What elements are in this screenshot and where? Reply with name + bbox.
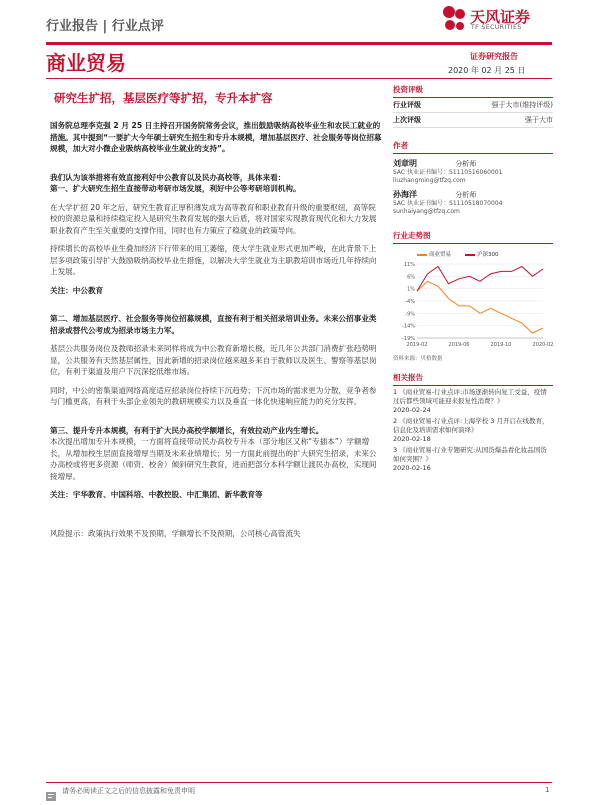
related-date: 2020-02-18	[393, 435, 431, 443]
legend-swatch	[465, 254, 475, 256]
view-paragraph	[50, 172, 382, 195]
chart-svg	[393, 258, 553, 350]
y-tick-label: -9%	[405, 311, 415, 318]
related-title[interactable]: 3 《商业贸易-行业专题研究:从国货爆品看化妆品国货如何突围？》	[393, 446, 547, 463]
legend-item	[465, 250, 499, 258]
logo-cn: 天风证券	[470, 8, 531, 26]
paragraph-1: 在大学扩招 20 年之后，研究生教育正厚积薄发成为高等教育和职业教育升级的重要枢纽，高等院校的资源总量和持续稳定投入是研究生教育发展的强大后盾，将对国家实现教育现代化和大力发展职业教育产生至关重要的支撑作用，同时也有力策应了稳就业的政策导向。	[50, 202, 377, 235]
risk-text: 风险提示：政策执行效果不及预期，学额增长不及预期，公司核心高管流失	[50, 528, 301, 538]
view-2: 第一、扩大研究生招生直接带动考研市场发展，利好中公等考研培训机构。	[50, 184, 301, 193]
related-title[interactable]: 1 《商业贸易-行业点评:市场逐渐转向复工受益，疫情过后都些领域可能迎来报复性消费？》	[393, 388, 547, 405]
analyst-block	[393, 158, 553, 185]
related-date: 2020-02-16	[393, 464, 431, 472]
rating-label: 行业评级	[393, 101, 421, 109]
x-tick-label: 2019-10	[490, 342, 512, 348]
top-rule	[46, 42, 552, 45]
y-tick-label: 1%	[407, 286, 415, 293]
paragraph-4: 同时，中公的密集渠道网络高度适应招录岗位持续下沉趋势；下沉市场的需求更为分散，竞争者参与门槛更高，有利于头部企业领先的教研规模实力以及垂直一体化快速响应能力的充分发挥。	[50, 385, 377, 406]
trend-chart	[393, 250, 553, 352]
lead-quote: “一要扩大今年硕士研究生招生和专升本规模，增加基层医疗、社会服务等岗位招募规模，加大对小微企业吸纳高校毕业生就业的支持”。	[50, 132, 382, 153]
chart-source: 资料来源：贝格数据	[393, 356, 443, 362]
x-tick-label: 2019-02	[406, 342, 428, 348]
x-tick-label: 2020-02	[532, 342, 553, 348]
analyst-sac: SAC 执业证书编号：S1110516060001	[393, 169, 503, 176]
focus-1: 关注：中公教育	[50, 285, 104, 295]
rating-label: 上次评级	[393, 116, 421, 124]
analyst-role: 分析师	[455, 191, 477, 199]
author-heading: 作者	[393, 140, 553, 154]
related-item[interactable]	[393, 388, 553, 415]
chart-heading: 行业走势图	[393, 230, 553, 244]
rating-value: 强于大市(维持评级)	[491, 101, 553, 109]
section-3-heading: 第三、提升专升本规模，有利于扩大民办高校学额增长，有效拉动产业内生增长。	[50, 425, 324, 435]
related-date: 2020-02-24	[393, 406, 431, 414]
report-type: 证券研究报告	[470, 52, 518, 61]
legend-label: 沪深300	[477, 252, 499, 258]
related-list	[393, 388, 553, 473]
chart-legend	[417, 250, 553, 258]
related-title[interactable]: 2 《商业贸易-行业点评:上海学校 3 月开启在线教育，信息化及培训需求如何演绎》	[393, 417, 549, 434]
analyst-name: 孙海洋	[393, 190, 417, 199]
sector-title: 商业贸易	[46, 51, 126, 75]
sidebar	[393, 78, 553, 473]
related-heading: 相关报告	[393, 372, 553, 386]
legend-item	[417, 250, 451, 258]
series-line-1	[417, 267, 543, 292]
lead-text: 国务院总理李克强 2 月 25 日主持召开国务院常务会议，推出鼓励吸纳高校毕业生和农民工就业的措施。其中提到	[50, 121, 381, 142]
focus-3: 关注：宇华教育、中国科培、中教控股、中汇集团、新华教育等	[50, 490, 263, 499]
paragraph-2: 持续增长的高校毕业生叠加经济下行带来的用工萎缩，使大学生就业形式更加严峻，在此背景下上层多项政策引导扩大鼓励吸纳高校毕业生措施，以解决大学生就业为主职教培训市场近几年持续向上发展。	[50, 244, 377, 276]
page-number: 1	[545, 786, 550, 794]
y-tick-label: -4%	[405, 299, 415, 305]
report-category: 行业报告 | 行业点评	[46, 19, 164, 34]
section-2-heading: 第二、增加基层医疗、社会服务等岗位招募规模，直接有利于相关招录培训业务。未来公招事业类招录或替代公考成为招录市场主力军。	[50, 314, 377, 335]
legend-label: 商业贸易	[429, 252, 452, 258]
footer-disclaimer: 请务必阅读正文之后的信息披露和免责申明	[62, 787, 195, 795]
logo-en: TF SECURITIES	[471, 24, 522, 31]
main-body	[50, 120, 382, 546]
rating-heading: 投资评级	[393, 84, 553, 98]
analyst-email[interactable]: sunhaiyang@tfzq.com	[393, 208, 460, 215]
report-title: 研究生扩招，基层医疗等扩招，专升本扩容	[54, 91, 273, 105]
related-item[interactable]	[393, 417, 553, 444]
company-logo	[440, 4, 560, 38]
rating-value: 强于大市	[525, 116, 553, 124]
analyst-sac: SAC 执业证书编号：S1110518070004	[393, 200, 503, 207]
view-1: 我们认为该举措将有效直接利好中公教育以及民办高校等，具体来看：	[50, 172, 286, 182]
analyst-role: 分析师	[455, 160, 477, 168]
series-line-0	[417, 281, 543, 333]
analyst-email[interactable]: liuzhangming@tfzq.com	[393, 177, 466, 184]
risk-note	[50, 528, 382, 540]
y-tick-label: -14%	[402, 323, 415, 330]
paragraph-5: 本次提出增加专升本规模，一方面将直接带动民办高校专升本（部分地区又称“专插本”）学额增长，从增加校生层面直接增厚当期及未来业绩增长；另一方面此前提出的扩大研究生招录，未来公办高校或将更多资源（师资、校舍）倾斜研究生教育，进而把部分本科学额让渡民办高校，实现间接增厚。	[50, 437, 377, 481]
x-tick-label: 2019-06	[448, 342, 470, 348]
rating-row	[393, 113, 553, 128]
y-tick-label: 11%	[403, 262, 415, 268]
analyst-name: 刘章明	[393, 159, 417, 168]
lead-paragraph	[50, 120, 382, 155]
analyst-block	[393, 189, 553, 216]
report-date: 2020 年 02 月 25 日	[448, 66, 526, 75]
related-item[interactable]	[393, 446, 553, 473]
rating-row	[393, 98, 553, 113]
footer-rule	[46, 782, 552, 783]
y-tick-label: 6%	[407, 274, 415, 281]
paragraph-3: 基层公共服务岗位及教师招录未来同样将成为中公教育新增长极，近几年公共部门消费扩张趋势明显，公共服务有天然基层属性，因此新增的招录岗位越来越多来自于教师以及医生、警察等基层岗位，有利于渠道及用户下沉深挖低维市场。	[50, 344, 377, 376]
legend-swatch	[417, 254, 427, 256]
y-tick-label: -19%	[402, 336, 415, 342]
logo-icon	[440, 4, 468, 34]
disclaimer-icon	[46, 786, 56, 795]
